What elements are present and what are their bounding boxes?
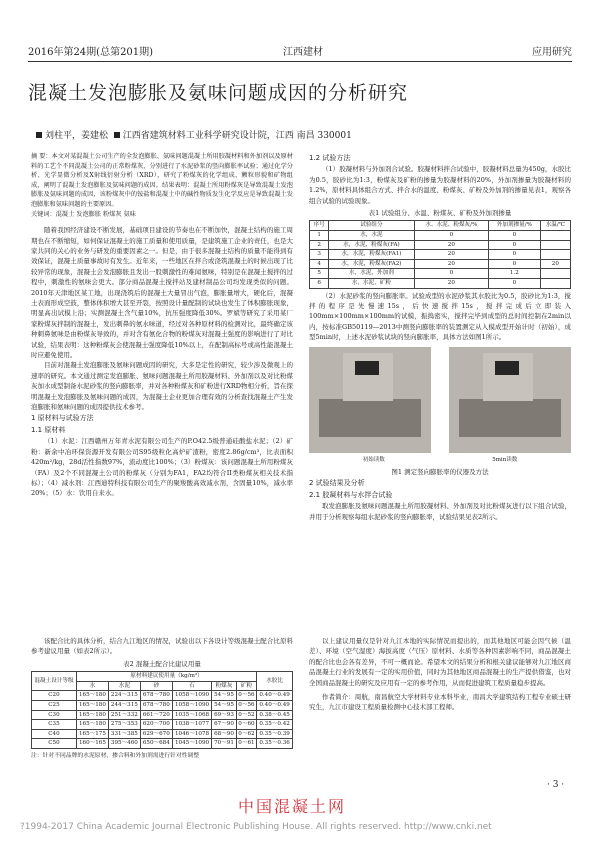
photo-initial-reading: [309, 347, 431, 453]
table-cell: 0: [489, 259, 541, 269]
table-header-cell: 砂: [140, 681, 172, 691]
table-row: [32, 691, 293, 701]
table-cell: 224～315: [108, 691, 140, 701]
intro-paragraph: 目前对混凝土发泡膨胀及氨味问题成因的研究，大多是定性的研究，较少涉及微观上的速率的研究。本文通过测定发泡膨胀、氨味问题混凝土所用胶凝材料、外加剂以及对比粉煤灰加水成型制备水泥砂浆的竖向膨胀率，并对各种粉煤灰和矿粉进行XRD物相分析，旨在探明混凝土发泡膨胀及氨味问题的成因，为混凝土企业更加合理有效的分析查找混凝土产生发泡膨胀和氨味问题的成因提供技术参考。: [31, 361, 293, 412]
table-cell: [540, 279, 570, 289]
table-header-cell: 外加剂掺量/%: [489, 221, 541, 231]
table-row: [32, 729, 293, 739]
table-cell: 0～52: [236, 710, 257, 720]
abstract-text: 本文对某混凝土公司生产的全发泡膨胀、氨味问题混凝土所用胶凝材料和外加剂以及原材料的工艺个不同混凝土公司的正常粉煤灰，分别进行了水泥砂浆的竖向膨胀率试验；通过化学分析、光学显微分析及X射线衍射分析（XRD），研究了粉煤灰的化学组成、颗粒形貌和矿物组成，阐明了混凝土发泡膨胀及氨味问题的成因。结果表明：混凝土所用粉煤灰是导致混凝土发泡膨胀及氨味问题的成因，该粉煤灰中的铵盐和混凝土中的碱性物质发生化学反应是导致混凝土发泡膨胀和氨味问题的主要原因。: [31, 153, 293, 208]
table-cell: 165～180: [76, 691, 108, 701]
table-cell: 20: [414, 240, 488, 250]
table-group-header: 原材料建议使用量（kg/m³）: [76, 672, 256, 682]
table-cell: 70～91: [212, 739, 236, 749]
table-cell: [540, 231, 570, 241]
table-cell: 0: [489, 231, 541, 241]
table2: [31, 671, 293, 749]
table-cell: 0～62: [236, 729, 257, 739]
table-row: [310, 250, 571, 260]
table-header-cell: 序号: [310, 221, 329, 231]
table-cell: 1038～1077: [172, 720, 212, 730]
table-cell: 275～353: [108, 720, 140, 730]
table-cell: 0.35～0.42: [257, 720, 293, 730]
table-cell: [540, 269, 570, 279]
keywords: [31, 210, 293, 220]
author-names: 刘柱平，姜建松: [45, 131, 109, 141]
table-cell: 0: [489, 240, 541, 250]
table-row: [310, 231, 571, 241]
table-header-cell: 水胶比: [257, 672, 293, 691]
table-cell: 0: [489, 279, 541, 289]
table-cell: 20: [414, 259, 488, 269]
table-cell: 5: [310, 269, 329, 279]
table-cell: 1035～1068: [172, 710, 212, 720]
conclusion-paragraph: 以上建议用量仅是针对九江本地的实际情况而提出的，而其他地区可能会因气候（温差）、环境（空气湿度）海拔高度（气压）原材料、水质等各种因素影响不同，商品混凝土的配合比也会各有差异，不可一概而论。希望本文的结果分析和根关建议能够对九江地区商品混凝土行业的发展有一定的实用价值，同时为其他地区商品混凝土的生产提供借鉴，也对全国商品混凝土的研究及应用有一定的参考作用，从而促进建筑工程质量稳步提高。: [309, 637, 571, 687]
table-header-row: [32, 672, 293, 682]
table-cell: 水，水泥，粉煤灰(FA1): [329, 250, 414, 260]
table2-intro: 该配合比的具体分析，结合九江地区的情况，试验出以下各设计等级混凝土配合比原料参考建议用量（如表2所示）。: [31, 637, 293, 656]
table-cell: 54～95: [212, 701, 236, 711]
intro-paragraph: 随着我国经济建设不断发展，基础项目建设的节奏也在不断加快，混凝土结构的施工周期也在不断缩短，如何保证混凝土的施工质量和使用质量，是建筑施工企业的责任，也是大家共同的关心的业务与研发的重要因素之一。但是，由于很多混凝土结构的质量不能得到有效保证，混凝土质量事故时有发生。近年来，一些地区在拌合或浇筑混凝土的时候出现了比较异常的现象，混凝土会发泡膨胀且发出一股刺激性的难闻氨味，特别是在混凝土搅拌的过程中，刺激性的氨味会更大。部分商品混凝土搅拌站及建材制品公司均发现类似的问题。2010年天津地区某工地，出现浇筑后的混凝土大量冒出气泡，膨胀量增大，硬化后，混凝土表面形成空鼓，整体体积增大甚至开裂，按照设计量配制的试块也发生了体积膨胀现象，明显高出试模上沿；实测混凝土含气量10%，抗压强度降低30%。罗斌等研究了采用某厂家粉煤灰拌制的混凝土，发出刺鼻的氨水味道，经过对各种原材料的检测对比，最终确定该种刺鼻氨味是由粉煤灰导致的，并对含有氨化合物的粉煤灰对混凝土强度的影响进行了对比试验，结果表明：这种粉煤灰会使混凝土强度降低10%以上，在配制高标号或高性能混凝土时应避免使用。: [31, 226, 293, 360]
table-cell: C25: [32, 701, 77, 711]
table-cell: 0.35～0.39: [257, 729, 293, 739]
table-row: [310, 269, 571, 279]
subsection-heading: 1.1 原材料: [31, 425, 66, 434]
section-label: 应用研究: [532, 47, 572, 58]
table-header-cell: 粉煤灰: [212, 681, 236, 691]
table-cell: 165～180: [76, 710, 108, 720]
section-heading: 2 试验结果及分析: [309, 479, 365, 488]
header-rule: [28, 61, 572, 62]
table-header-cell: 水、水泥、粉煤灰/%: [414, 221, 488, 231]
table-cell: 0～61: [236, 739, 257, 749]
table-header-cell: 水泥: [108, 681, 140, 691]
table-cell: 67～90: [212, 720, 236, 730]
table-cell: 0～56: [236, 691, 257, 701]
table-cell: 水，水泥，粉煤灰(FA2): [329, 259, 414, 269]
result-paragraph: 取发泡膨胀及氨味问题混凝土所用胶凝材料、外加剂及对比粉煤灰进行以下组合试验，并用于分析观察每组水泥砂浆的竖向膨胀率，试验结果见表2所示。: [309, 502, 571, 521]
table-cell: [540, 250, 570, 260]
table2-note: 注：针对不同品牌的水泥原材，掺合料和外加剂需进行针对性调整: [31, 752, 200, 759]
table-header-cell: 水温/℃: [540, 221, 570, 231]
table-row: [32, 720, 293, 730]
table-header-cell: 矿粉: [236, 681, 257, 691]
table-cell: 20: [414, 279, 488, 289]
table2-caption: 表2 混凝土配合比建议用量: [123, 659, 201, 668]
subsection-heading: 1.2 试验方法: [309, 154, 351, 162]
table-cell: 165～180: [76, 701, 108, 711]
table-cell: 水，水泥，外加剂: [329, 269, 414, 279]
author-line: [36, 128, 352, 141]
keywords-label: 关键词：: [31, 210, 56, 218]
figure1-caption: 图1 测定竖向膨胀率的仪器及方法: [391, 468, 489, 477]
table-cell: 165～175: [76, 729, 108, 739]
table-cell: 0: [489, 250, 541, 260]
table-row: [310, 259, 571, 269]
table-cell: C40: [32, 729, 77, 739]
table-cell: 0～60: [236, 720, 257, 730]
table-row: [32, 710, 293, 720]
table-cell: 395～460: [108, 739, 140, 749]
page-number: · 3 ·: [547, 780, 565, 790]
bottom-right-column: [309, 636, 571, 776]
table-cell: [540, 240, 570, 250]
table-cell: 678～780: [140, 701, 172, 711]
table-cell: 1.2: [489, 269, 541, 279]
table-cell: 0.40～0.49: [257, 691, 293, 701]
keywords-text: 混凝土 发泡膨胀 粉煤灰 氨味: [55, 210, 136, 218]
bullet-square-icon: [114, 132, 120, 138]
table-header-row: [310, 221, 571, 231]
table-cell: 水，水泥，矿粉: [329, 279, 414, 289]
bottom-left-column: [31, 636, 293, 776]
table-row: [310, 279, 571, 289]
table-cell: 251～332: [108, 710, 140, 720]
table-header-cell: 试验组分: [329, 221, 414, 231]
table-cell: 0.38～0.45: [257, 710, 293, 720]
table-cell: 20: [540, 259, 570, 269]
bullet-square-icon: [36, 132, 42, 138]
table-cell: 4: [310, 259, 329, 269]
abstract-label: 摘 要：: [31, 153, 52, 160]
method-paragraph: （1）胶凝材料与外加剂合试验。胶凝材料拌合试验中，胶凝材料总量为450g，水胶比为0.5，胶砂比为1:3，粉煤灰及矿粉的掺量为胶凝材料的20%，外加剂掺量为胶凝材料的1.2%，原材料具体组合方式、拌合水的温度、粉煤灰、矿粉及外加剂的掺量见表1，观察各组合试验的试验现象。: [309, 165, 571, 205]
table-cell: 678～780: [140, 691, 172, 701]
table-row: [32, 701, 293, 711]
figure1-labels: [309, 455, 571, 465]
table-cell: 6: [310, 279, 329, 289]
affiliation: 江西省建筑材料工业科学研究设计院，江西 南昌 330001: [122, 131, 352, 141]
table-cell: 水，水泥，粉煤灰(FA): [329, 240, 414, 250]
table-cell: 0～56: [236, 701, 257, 711]
table-cell: 0: [414, 231, 488, 241]
subsection-heading: 2.1 胶凝材料与水拌合试验: [309, 490, 393, 499]
table-cell: 244～315: [108, 701, 140, 711]
table-cell: 68～90: [212, 729, 236, 739]
table-cell: 3: [310, 250, 329, 260]
table-cell: C20: [32, 691, 77, 701]
table-cell: 0.40～0.49: [257, 701, 293, 711]
table-row: [310, 240, 571, 250]
table-cell: 20: [414, 250, 488, 260]
table-header-cell: 水: [76, 681, 108, 691]
table-cell: 2: [310, 240, 329, 250]
table-cell: 54～95: [212, 691, 236, 701]
copyright-notice: ?1994-2017 China Academic Journal Electronic Publishing House. All rights reserved. http://www.cnki.net: [20, 822, 492, 832]
table-cell: 661～720: [140, 710, 172, 720]
table-cell: C50: [32, 739, 77, 749]
table-cell: 620～700: [140, 720, 172, 730]
table-cell: 1058～1090: [172, 691, 212, 701]
table-cell: 331～385: [108, 729, 140, 739]
article-title: 混凝土发泡膨胀及氨味问题成因的分析研究: [28, 82, 409, 104]
table-cell: 69～93: [212, 710, 236, 720]
table-header-cell: 石: [172, 681, 212, 691]
figure-label: 5min读数: [492, 456, 518, 463]
left-column: [31, 152, 293, 630]
materials-paragraph: （1）水泥：江西赣州万年青水泥有限公司生产的P.O42.5级普通硅酸盐水泥；（2）矿粉：新余中冶环保资源开发有限公司S95级粒化高炉矿渣粉，密度2.86g/cm³，比表面积420m²/kg，28d活性指数97%，流动度比100%；（3）粉煤灰：该问题混凝土所用粉煤灰（FA）及2个不同混凝土公司的粉煤灰（分别为FA1，FA2均符合II类粉煤灰相关技术指标）；（4）减水剂：江西迪特科技有限公司生产的聚羧酸高效减水剂，含固量10%，减水率20%；（5）水：饮用自来水。: [31, 437, 293, 498]
table-cell: 1058～1090: [172, 701, 212, 711]
table-cell: 629～670: [140, 729, 172, 739]
right-column: [309, 152, 571, 630]
table-cell: C30: [32, 710, 77, 720]
journal-name: 江西建材: [283, 47, 323, 58]
figure-label: 初始读数: [362, 456, 385, 463]
author-bio: 作者简介：周航，南昌航空大学材料专业本科毕业，南昌大学建筑结构工程专业硕士研究生，九江市建设工程质量检测中心技术部工程师。: [309, 693, 571, 712]
table-cell: 1045～1090: [172, 739, 212, 749]
method2-paragraph: （2）水泥砂浆的竖向膨胀率。试验成型的水泥砂浆其水胶比为0.5，胶砂比为1:3，搅拌的程序是先慢速15s，后快速搅拌15s，搅拌完成后立即装入100mm×100mm×100mm的试模，振捣密实，搅拌完毕到成型的总时间控制在2min以内，按标准GB50119—2013中测竖向膨胀率的装置测定从入模成型开始计时（初始），成型5min时，上述水泥砂浆试块的竖向膨胀率，具体方法如图1所示。: [309, 291, 571, 342]
running-header: [28, 43, 572, 59]
issue-label: 2016年第24期(总第201期): [28, 47, 154, 58]
table-row: [32, 739, 293, 749]
table-cell: 0: [414, 269, 488, 279]
table-cell: 水，水泥: [329, 231, 414, 241]
table1-caption: 表1 试验组分、水温、粉煤灰、矿粉及外加剂掺量: [368, 209, 512, 218]
table-cell: 165～180: [76, 720, 108, 730]
table1: [309, 220, 571, 288]
table-header-cell: 混凝土设计等级: [32, 672, 77, 691]
table-cell: 1046～1078: [172, 729, 212, 739]
table-cell: 1: [310, 231, 329, 241]
table-cell: 650～684: [140, 739, 172, 749]
table-cell: C35: [32, 720, 77, 730]
watermark: 中国混凝土网: [238, 797, 347, 816]
abstract: [31, 152, 293, 219]
section-heading: 1 原材料与试验方法: [31, 414, 94, 423]
photo-5min-reading: [449, 347, 571, 453]
table-cell: 0.35～0.36: [257, 739, 293, 749]
figure1: [309, 347, 571, 453]
table-cell: 160～165: [76, 739, 108, 749]
